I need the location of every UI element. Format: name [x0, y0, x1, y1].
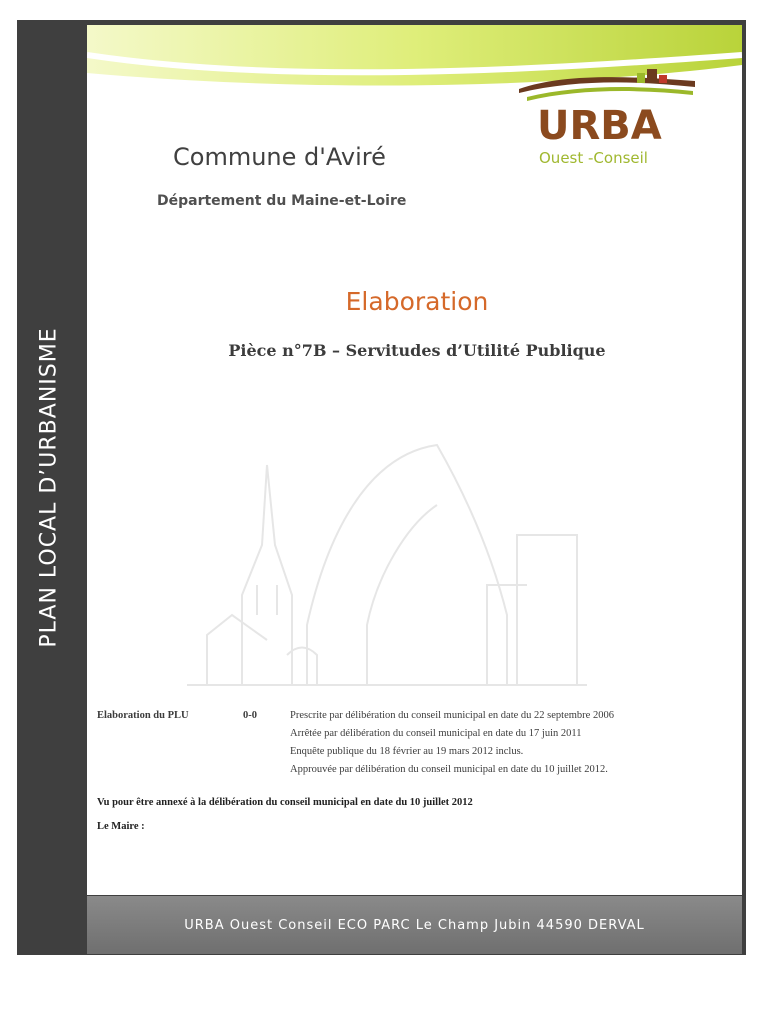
procedure-steps [290, 710, 614, 782]
procedure-step: Prescrite par délibération du conseil municipal en date du 22 septembre 2006 [290, 710, 614, 721]
annex-statement: Vu pour être annexé à la délibération du conseil municipal en date du 10 juillet 2012 [97, 797, 473, 808]
piece-title: Pièce n°7B – Servitudes d’Utilité Publique [228, 341, 606, 360]
procedure-step: Enquête publique du 18 février au 19 mars 2012 inclus. [290, 746, 524, 757]
logo-subtitle: Ouest -Conseil [539, 149, 648, 167]
side-title [22, 300, 76, 675]
commune-title: Commune d'Aviré [173, 143, 386, 171]
departement-subtitle: Département du Maine-et-Loire [157, 193, 407, 209]
mayor-signature-label: Le Maire : [97, 821, 145, 832]
procedure-code: 0-0 [243, 710, 257, 721]
procedure-step: Arrêtée par délibération du conseil municipal en date du 17 juin 2011 [290, 728, 582, 739]
logo-name: URBA [537, 103, 662, 149]
footer-bar [87, 896, 742, 954]
document-title: Elaboration [345, 287, 489, 316]
procedure-label: Elaboration du PLU [97, 710, 189, 721]
side-title-text: PLAN LOCAL D’URBANISME [36, 327, 62, 648]
cover-page [87, 25, 742, 895]
church-watermark [187, 415, 587, 695]
footer-address: URBA Ouest Conseil ECO PARC Le Champ Jubin 44590 DERVAL [184, 917, 645, 933]
procedure-step: Approuvée par délibération du conseil municipal en date du 10 juillet 2012. [290, 764, 608, 775]
